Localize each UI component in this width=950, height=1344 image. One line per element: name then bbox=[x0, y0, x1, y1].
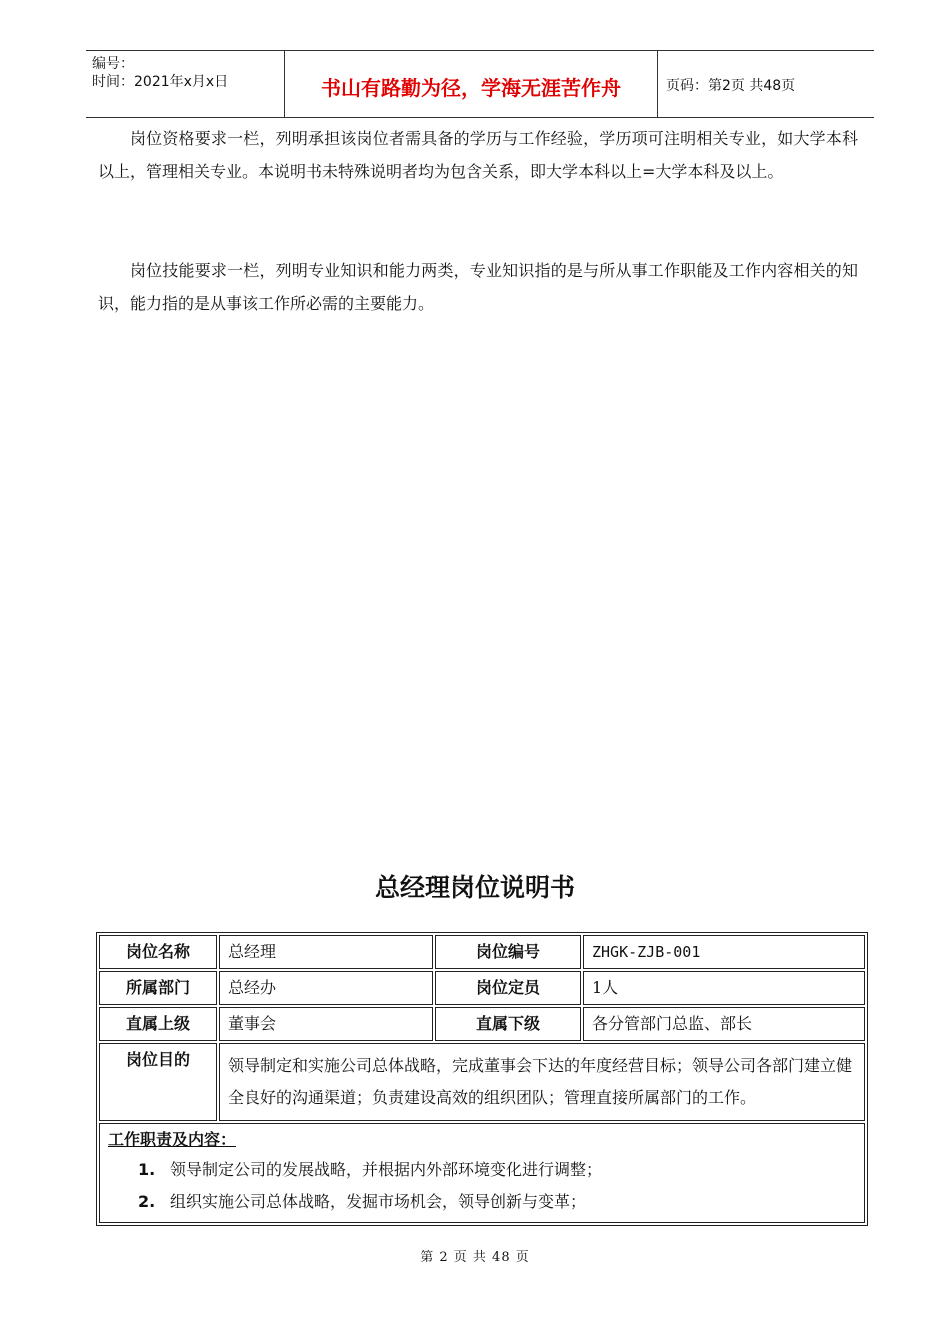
document-title: 总经理岗位说明书 bbox=[374, 873, 575, 902]
header-motto: 书山有路勤为径，学海无涯苦作舟 bbox=[321, 76, 621, 100]
job-description-table bbox=[96, 932, 868, 1226]
list-item-text: 组织实施公司总体战略，发掘市场机会，领导创新与变革； bbox=[170, 1192, 587, 1211]
department-value: 总经办 bbox=[219, 971, 433, 1005]
headcount-value: 1人 bbox=[583, 971, 865, 1005]
direct-superior-label: 直属上级 bbox=[99, 1007, 217, 1041]
table-row bbox=[99, 1123, 865, 1223]
list-item-text: 领导制定公司的发展战略，并根据内外部环境变化进行调整； bbox=[170, 1160, 603, 1179]
doc-number-label: 编号： bbox=[92, 56, 134, 72]
position-code-label: 岗位编号 bbox=[435, 935, 581, 969]
table-row bbox=[99, 1007, 865, 1041]
list-item bbox=[108, 1186, 856, 1218]
responsibilities-cell bbox=[99, 1123, 865, 1223]
direct-subordinate-label: 直属下级 bbox=[435, 1007, 581, 1041]
table-row bbox=[99, 971, 865, 1005]
page-footer: 第 2 页 共 48 页 bbox=[420, 1250, 530, 1265]
table-row bbox=[99, 1043, 865, 1121]
purpose-text: 领导制定和实施公司总体战略，完成董事会下达的年度经营目标；领导公司各部门建立健全良好的沟通渠道；负责建设高效的组织团队；管理直接所属部门的工作。 bbox=[219, 1043, 865, 1121]
direct-subordinate-value: 各分管部门总监、部长 bbox=[583, 1007, 865, 1041]
position-code-value: ZHGK-ZJB-001 bbox=[583, 935, 865, 969]
purpose-label: 岗位目的 bbox=[99, 1043, 217, 1121]
page-header bbox=[86, 50, 874, 118]
list-item bbox=[108, 1154, 856, 1186]
responsibilities-heading: 工作职责及内容： bbox=[108, 1130, 237, 1149]
doc-time-label: 时间：2021年x月x日 bbox=[92, 74, 229, 90]
body-paragraph-2: 岗位技能要求一栏，列明专业知识和能力两类，专业知识指的是与所从事工作职能及工作内容相关的知识，能力指的是从事该工作所必需的主要能力。 bbox=[98, 261, 858, 313]
header-page-number: 页码：第2页 共48页 bbox=[666, 78, 796, 94]
list-item-number: 1. bbox=[138, 1160, 156, 1179]
table-row bbox=[99, 935, 865, 969]
list-item-number: 2. bbox=[138, 1192, 156, 1211]
header-divider bbox=[657, 51, 658, 117]
position-name-value: 总经理 bbox=[219, 935, 433, 969]
position-name-label: 岗位名称 bbox=[99, 935, 217, 969]
department-label: 所属部门 bbox=[99, 971, 217, 1005]
header-left bbox=[92, 55, 228, 91]
headcount-label: 岗位定员 bbox=[435, 971, 581, 1005]
direct-superior-value: 董事会 bbox=[219, 1007, 433, 1041]
body-paragraph-1: 岗位资格要求一栏，列明承担该岗位者需具备的学历与工作经验，学历项可注明相关专业，如大学本科以上，管理相关专业。本说明书未特殊说明者均为包含关系，即大学本科以上=大学本科及以上。 bbox=[98, 129, 858, 181]
